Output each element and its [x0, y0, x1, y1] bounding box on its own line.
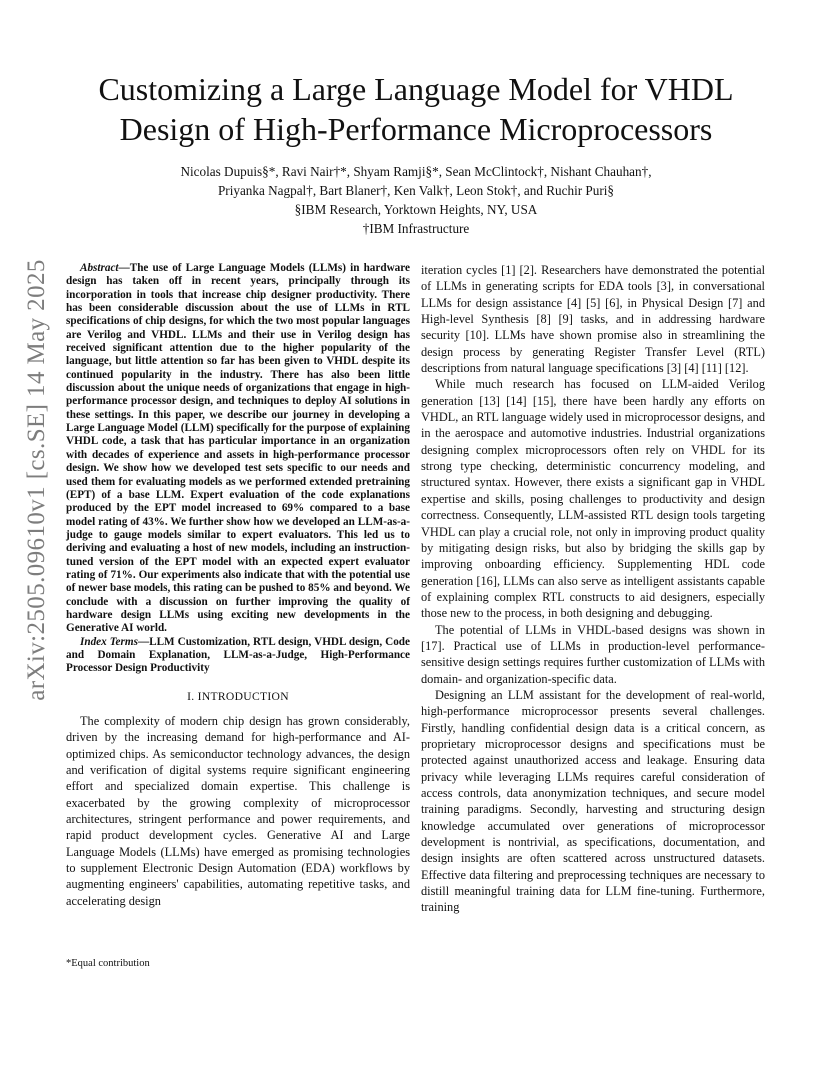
right-column — [421, 262, 765, 916]
index-terms-lead: Index Terms — [80, 635, 138, 648]
arxiv-stamp-text: arXiv:2505.09610v1 [cs.SE] 14 May 2025 — [23, 259, 50, 701]
arxiv-stamp — [22, 259, 52, 701]
body-paragraph-2: While much research has focused on LLM-aided Verilog generation [13] [14] [15], there have been hardly any efforts on VHDL, an RTL language widely used in microprocessor designs, and in the aerospace and automotive industries. Industrial organizations designing complex microprocessors often rely on VHDL for its strong type checking, deterministic concurrency modeling, and structured syntax. However, there exists a significant gap in VHDL expertise and skills, posing challenges to productivity and design correctness. Consequently, LLM-assisted RTL design tools targeting VHDL can play a crucial role, not only in improving product quality by mitigating design risks, but also by bridging the skills gap by improving onboarding efficiency. Supplementing HDL code generation [16], LLMs can also serve as intelligent assistants capable of explaining complex RTL constructs to aid designers, especially those new to the process, in both designing and debugging. — [421, 377, 765, 621]
affiliation-ibm-research: §IBM Research, Yorktown Heights, NY, USA — [294, 202, 538, 217]
left-column — [66, 262, 410, 909]
author-block — [66, 162, 766, 238]
affiliation-ibm-infrastructure: †IBM Infrastructure — [362, 221, 470, 236]
authors-line-1: Nicolas Dupuis§*, Ravi Nair†*, Shyam Ramji§*, Sean McClintock†, Nishant Chauhan†, — [180, 164, 652, 179]
index-terms — [66, 636, 410, 676]
abstract — [66, 262, 410, 636]
paper-title — [66, 69, 766, 149]
body-paragraph-4: Designing an LLM assistant for the development of real-world, high-performance microprocessor presents several challenges. Firstly, handling confidential design data is a critical concern, as proprietary microprocessor designs and specifications must be protected against unauthorized access and leakage. Ensuring data privacy while leveraging LLMs requires careful consideration of access controls, data anonymization techniques, and secure model training paradigms. Secondly, harvesting and structuring design knowledge accumulated over generations of microprocessor development is nontrivial, as specifications, documentation, and design insights are often scattered across unstructured datasets. Effective data filtering and preprocessing techniques are necessary to distill meaningful training data for LLM fine-tuning. Furthermore, training — [421, 687, 765, 915]
body-paragraph-3: The potential of LLMs in VHDL-based designs was shown in [17]. Practical use of LLMs in production-level performance-sensitive design settings requires further customization of LLMs with domain- and organization-specific data. — [421, 622, 765, 686]
body-paragraph-1: iteration cycles [1] [2]. Researchers have demonstrated the potential of LLMs in generating scripts for EDA tools [3], in conversational LLMs for design assistance [4] [5] [6], in Physical Design [7] and High-level Synthesis [8] [9] tasks, and in addressing hardware security [10]. LLMs have shown promise also in streamlining the design process by generating Register Transfer Level (RTL) descriptions from natural language specifications [3] [4] [11] [12]. — [421, 263, 765, 376]
section-heading-introduction: I. INTRODUCTION — [187, 689, 289, 703]
authors-line-2: Priyanka Nagpal†, Bart Blaner†, Ken Valk†, Leon Stok†, and Ruchir Puri§ — [217, 183, 615, 198]
index-terms-text: —LLM Customization, RTL design, VHDL design, Code and Domain Explanation, LLM-as-a-Judge, High-Performance Processor Design Productivity — [66, 635, 410, 675]
footnote-equal-contribution: *Equal contribution — [66, 958, 150, 969]
abstract-lead: Abstract — [80, 262, 119, 274]
intro-paragraph: The complexity of modern chip design has grown considerably, driven by the increasing demand for high-performance and AI-optimized chips. As semiconductor technology advances, the design and verification of digital systems require significant engineering effort and specialized domain expertise. This challenge is exacerbated by the growing complexity of microprocessor architectures, stringent performance and power requirements, and rapid product development cycles. Generative AI and Large Language Models (LLMs) have emerged as promising technologies to supplement Electronic Design Automation (EDA) workflows by augmenting engineers' capabilities, automating repetitive tasks, and accelerating design — [66, 714, 410, 908]
abstract-text: —The use of Large Language Models (LLMs) in hardware design has taken off in recent years, principally through its incorporation in tools that increase chip designer productivity. There has been considerable discussion about the use of LLMs in RTL specifications of chip designs, for which the two most popular languages are Verilog and VHDL. LLMs and their use in Verilog design has received significant attention due to the higher popularity of the language, but little attention so far has been given to VHDL despite its continued popularity in the industry. There has also been little discussion about the unique needs of organizations that engage in high-performance processor design, and techniques to deploy AI solutions in these settings. In this paper, we describe our journey in developing a Large Language Model (LLM) specifically for the purpose of explaining VHDL code, a task that has particular importance in an organization with decades of experience and assets in high-performance processor design. We show how we developed test sets specific to our needs and used them for evaluating models as we performed extended pretraining (EPT) of a base LLM. Expert evaluation of the code explanations produced by the EPT model increased to 69% compared to a base model rating of 43%. We further show how we developed an LLM-as-a-judge to gauge models similar to expert evaluators. This led us to deriving and evaluating a host of new models, including an instruction-tuned version of the EPT model with an expected expert evaluator rating of 71%. Our experiments also indicate that with the potential use of newer base models, this rating can be pushed to 85% and beyond. We conclude with a discussion on further improving the quality of hardware design LLMs using exciting new developments in the Generative AI world. — [66, 262, 410, 635]
title-line-1: Customizing a Large Language Model for VHDL — [98, 71, 734, 107]
title-line-2: Design of High-Performance Microprocessors — [119, 111, 713, 147]
